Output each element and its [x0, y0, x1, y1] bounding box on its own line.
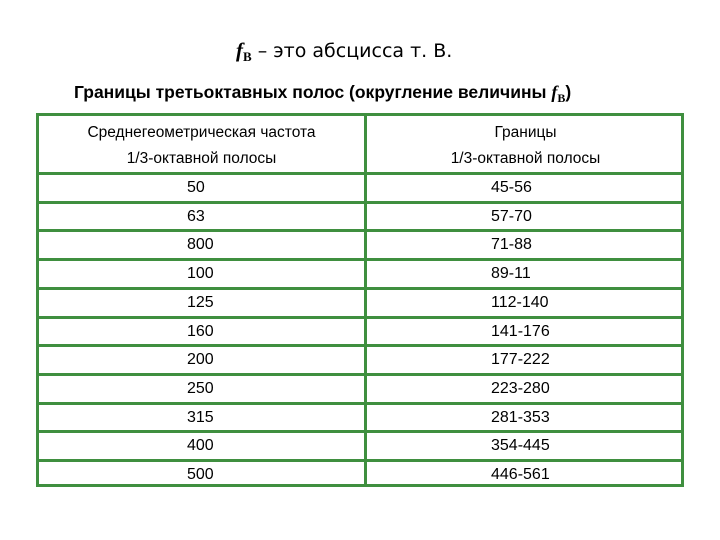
table-cell-band-limits: 141-176	[491, 322, 550, 340]
table-cell-center-frequency: 315	[187, 408, 214, 426]
table-cell-band-limits: 57-70	[491, 207, 532, 225]
row-divider	[39, 459, 681, 462]
row-divider	[39, 172, 681, 175]
table-cell-band-limits: 354-445	[491, 437, 550, 455]
intro-f-variable: f	[236, 38, 243, 62]
table-cell-band-limits: 71-88	[491, 236, 532, 254]
row-divider	[39, 344, 681, 347]
table-cell-center-frequency: 50	[187, 179, 205, 196]
row-divider	[39, 258, 681, 261]
intro-text: – это абсцисса т. В.	[251, 40, 453, 62]
table-cell-band-limits: 281-353	[491, 408, 550, 426]
table-cell-center-frequency: 63	[187, 207, 205, 225]
table-cell-band-limits: 112-140	[491, 293, 549, 311]
table-title-close: )	[565, 82, 572, 102]
row-divider	[39, 287, 681, 290]
intro-line	[236, 38, 452, 65]
table-cell-band-limits: 223-280	[491, 379, 550, 397]
table-cell-center-frequency: 125	[187, 293, 214, 311]
table-cell-band-limits: 177-222	[491, 351, 550, 369]
table-cell-center-frequency: 800	[187, 236, 214, 254]
header-line: 1/3-октавной полосы	[450, 150, 601, 167]
table-title-f-subscript: В	[557, 91, 566, 105]
intro-f-subscript: В	[243, 49, 252, 64]
header-center-frequency	[39, 120, 364, 172]
table-cell-band-limits: 45-56	[491, 179, 532, 196]
header-line: Границы	[494, 124, 557, 141]
table-cell-center-frequency: 250	[187, 379, 214, 397]
table-cell-band-limits: 89-11	[491, 265, 531, 283]
table-cell-center-frequency: 160	[187, 322, 214, 340]
header-band-limits	[367, 120, 684, 172]
table-cell-band-limits: 446-561	[491, 466, 550, 483]
row-divider	[39, 402, 681, 405]
header-line: Среднегеометрическая частота	[87, 124, 316, 141]
row-divider	[39, 229, 681, 232]
table-cell-center-frequency: 500	[187, 466, 214, 483]
table-cell-center-frequency: 200	[187, 351, 214, 369]
table-cell-center-frequency: 400	[187, 437, 214, 455]
frequency-band-table	[36, 113, 684, 487]
row-divider	[39, 316, 681, 319]
table-title-text: Границы третьоктавных полос (округление величины	[74, 82, 552, 102]
header-line: 1/3-октавной полосы	[126, 150, 277, 167]
table-cell-center-frequency: 100	[187, 265, 214, 283]
table-title	[74, 82, 571, 106]
row-divider	[39, 201, 681, 204]
row-divider	[39, 373, 681, 376]
table-title-f-variable: f	[551, 82, 558, 102]
row-divider	[39, 430, 681, 433]
